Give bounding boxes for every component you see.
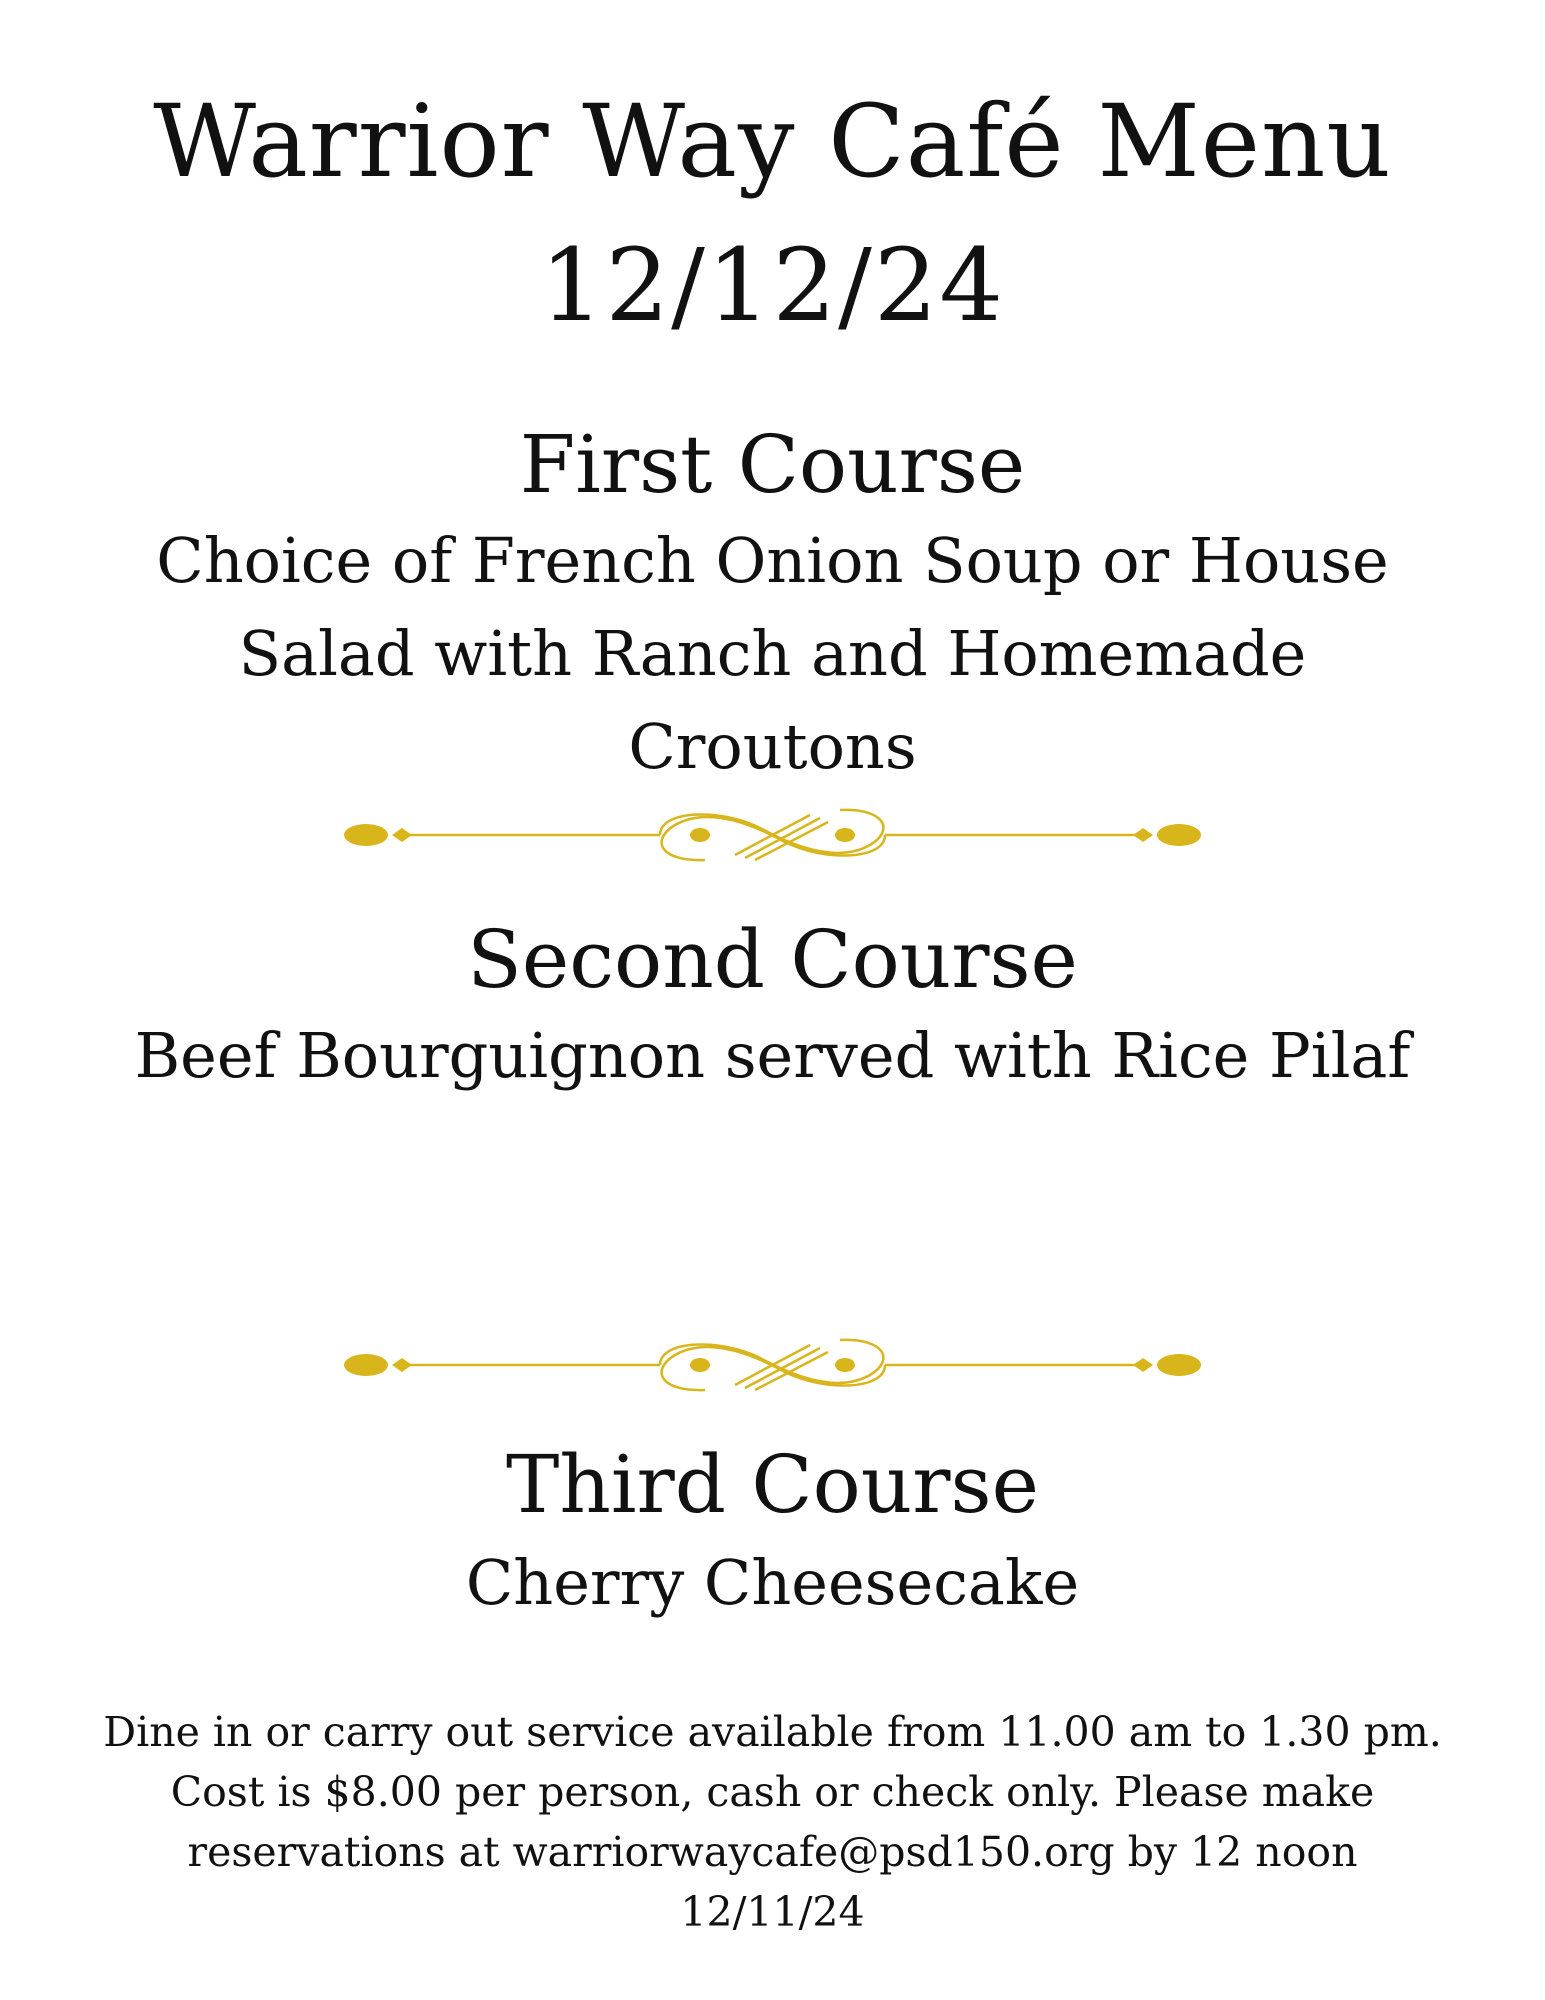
- menu-title: Warrior Way Café Menu: [153, 83, 1392, 200]
- second-course-heading: Second Course: [467, 913, 1078, 1006]
- menu-date: 12/12/24: [539, 227, 1006, 344]
- gold-flourish-divider-icon: [340, 800, 1205, 870]
- second-course-line-1: Beef Bourguignon served with Rice Pilaf: [134, 1019, 1411, 1092]
- footer-line-1: Dine in or carry out service available from 11.00 am to 1.30 pm.: [103, 1708, 1442, 1756]
- first-course-line-2: Salad with Ranch and Homemade: [238, 617, 1307, 690]
- third-course-heading: Third Course: [506, 1438, 1039, 1531]
- first-course-line-3: Croutons: [628, 710, 917, 783]
- footer-line-2: Cost is $8.00 per person, cash or check only. Please make: [170, 1768, 1375, 1816]
- first-course-line-1: Choice of French Onion Soup or House: [156, 524, 1389, 597]
- third-course-line-1: Cherry Cheesecake: [465, 1546, 1080, 1619]
- gold-flourish-divider-icon: [340, 1330, 1205, 1400]
- footer-line-4: 12/11/24: [680, 1888, 865, 1936]
- first-course-heading: First Course: [519, 418, 1026, 511]
- footer-line-3: reservations at warriorwaycafe@psd150.org by 12 noon: [187, 1828, 1358, 1876]
